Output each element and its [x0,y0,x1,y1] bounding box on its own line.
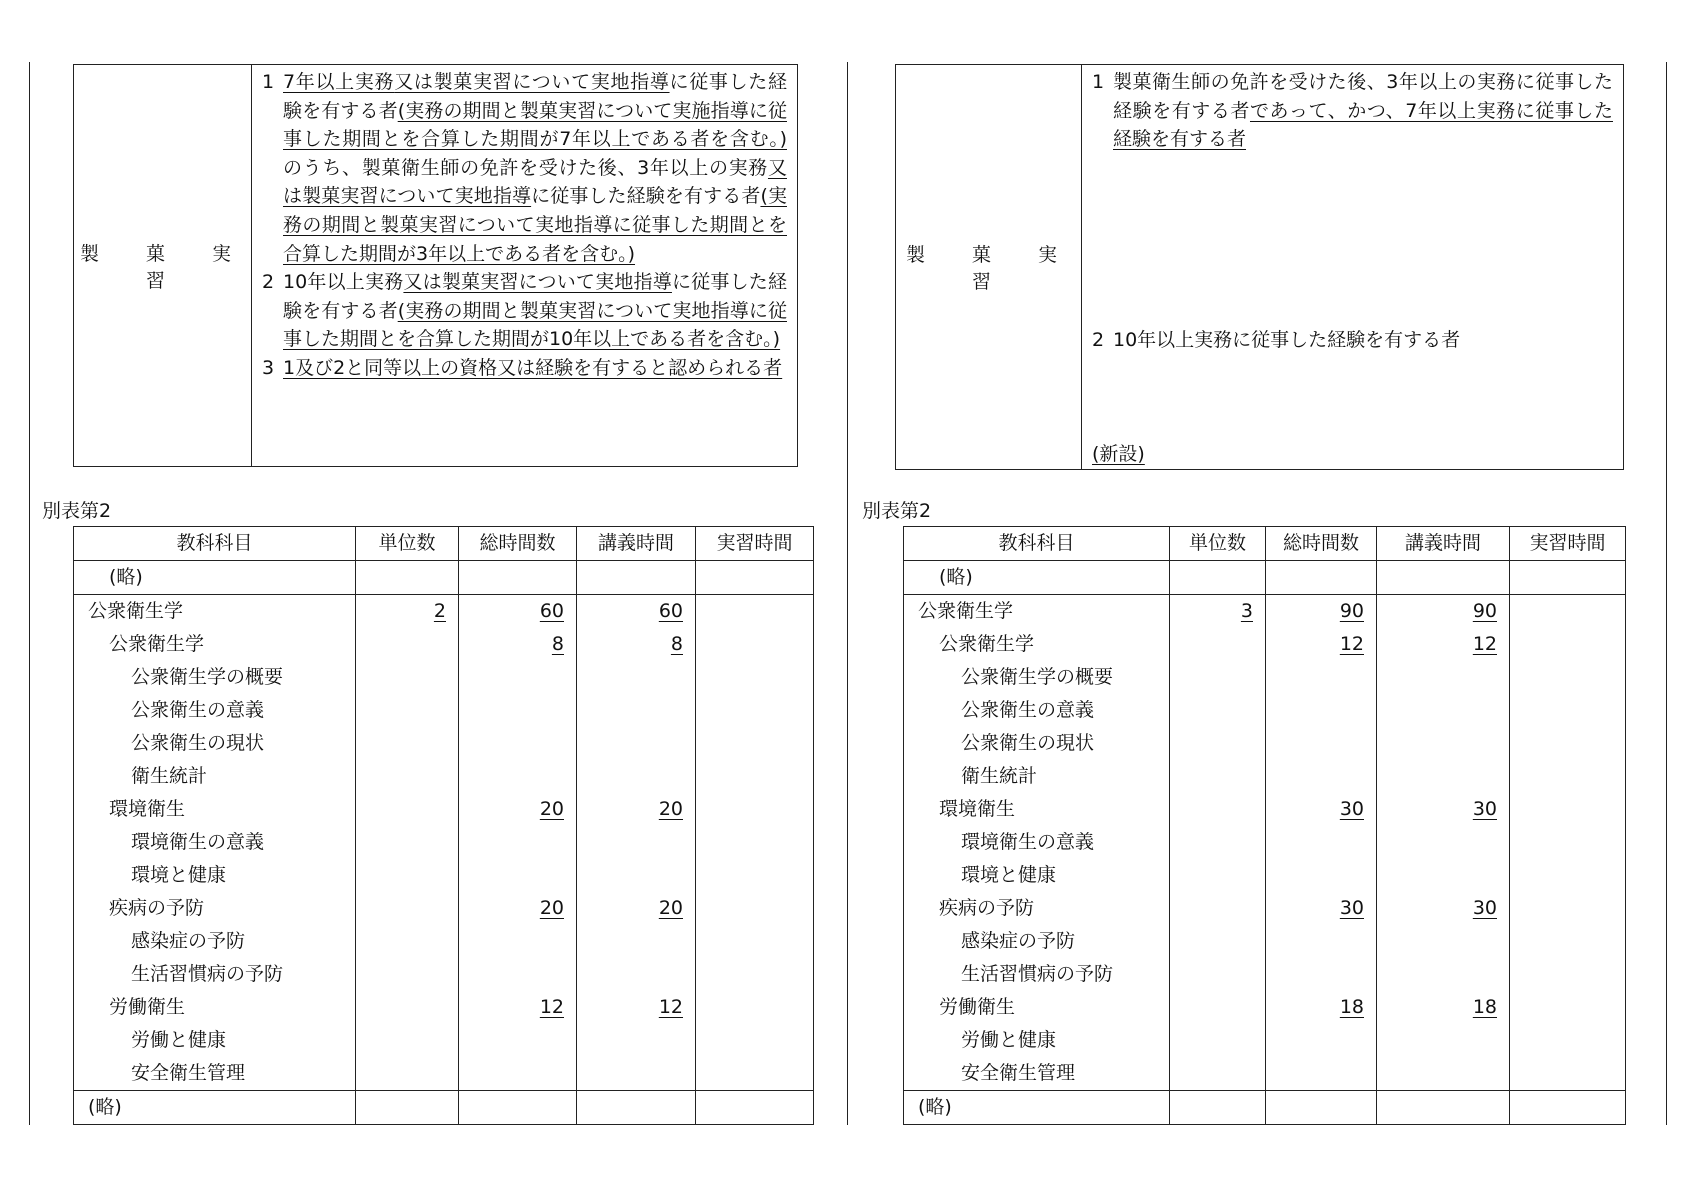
table-row [74,958,814,991]
lecture-cell [1377,1091,1510,1125]
subject-name: 環境衛生の意義 [904,826,1170,859]
right-margin-line [1666,62,1667,1125]
column-header: 総時間数 [1266,527,1377,561]
practice-cell [696,561,814,595]
practice-cell [696,661,814,694]
table-row [904,1024,1626,1057]
subject-name: 労働と健康 [74,1024,356,1057]
practice-cell [1510,892,1626,925]
lecture-cell: 30 [1377,892,1510,925]
qualification-items [252,65,797,383]
subject-name: 労働と健康 [904,1024,1170,1057]
units-cell [356,561,459,595]
table-row [74,925,814,958]
subject-name: 安全衛生管理 [74,1057,356,1091]
table-row [904,694,1626,727]
subject-name: 公衆衛生学 [904,595,1170,629]
item-number: 2 [262,271,275,294]
units-cell [356,727,459,760]
units-cell [356,1057,459,1091]
total-cell [1266,1091,1377,1125]
units-cell [1170,727,1266,760]
lecture-cell [577,694,696,727]
total-cell [1266,859,1377,892]
practice-cell [1510,991,1626,1024]
practice-cell [1510,628,1626,661]
lecture-cell [577,859,696,892]
subject-name: 公衆衛生学 [74,628,356,661]
item-text-underlined: (実務の期間と製菓実習について実施指導に従事した期間とを合算した期間が7年以上である者を含む。) [283,99,787,151]
left-table-title: 別表第2 [42,500,112,522]
total-cell [459,727,577,760]
units-cell [1170,661,1266,694]
units-cell [1170,826,1266,859]
table-row [904,859,1626,892]
new-note-line [1092,440,1613,469]
total-cell [1266,561,1377,595]
item-number: 3 [262,356,275,379]
item-text-plain: 製菓衛生師の免許を受けた後、3年以上の実務 [361,156,768,179]
total-cell: 18 [1266,991,1377,1024]
practice-cell [696,595,814,629]
units-cell [1170,1024,1266,1057]
practice-cell [696,925,814,958]
lecture-cell [1377,925,1510,958]
units-cell [1170,760,1266,793]
item-text-underlined: (実務の期間と製菓実習について実地指導に従事した期間とを合算した期間が10年以上である者を含む。) [283,299,787,351]
total-cell [1266,1024,1377,1057]
item-text-plain: に従事した経験を有する者 [283,271,787,322]
total-cell [459,958,577,991]
practice-cell [1510,727,1626,760]
table-row [904,826,1626,859]
units-cell [356,694,459,727]
practice-cell [696,859,814,892]
lecture-cell [577,1057,696,1091]
subject-name: 環境衛生の意義 [74,826,356,859]
units-cell [356,1091,459,1125]
units-cell [356,859,459,892]
subject-name: 疾病の予防 [904,892,1170,925]
lecture-cell [1377,826,1510,859]
units-cell [1170,925,1266,958]
units-cell [356,628,459,661]
table-row [904,925,1626,958]
table-row [74,859,814,892]
lecture-cell [1377,727,1510,760]
units-cell [1170,694,1266,727]
lecture-cell: 12 [577,991,696,1024]
subject-name: 生活習慣病の予防 [74,958,356,991]
practice-cell [1510,1057,1626,1091]
lecture-cell [1377,859,1510,892]
table-row [904,793,1626,826]
total-cell [1266,1057,1377,1091]
item-text-underlined: 又は製菓実習について実地指導 [403,271,672,294]
practice-cell [696,694,814,727]
table-row [74,793,814,826]
practice-cell [696,727,814,760]
subject-name: 労働衛生 [74,991,356,1024]
subject-name: 公衆衛生の現状 [904,727,1170,760]
practice-cell [1510,859,1626,892]
qualification-item [262,268,787,354]
item-number: 2 [1092,328,1105,351]
subject-name: 安全衛生管理 [904,1057,1170,1091]
item-text-underlined: 又は製菓実習について実地指導 [394,71,670,93]
practice-cell [696,892,814,925]
total-cell [459,760,577,793]
qualification-items-cell [1082,65,1624,470]
table-row [74,694,814,727]
column-header: 教科科目 [904,527,1170,561]
qualification-label: 製 菓 実 習 [896,65,1082,470]
lecture-cell: 60 [577,595,696,629]
units-cell [1170,892,1266,925]
practice-cell [1510,595,1626,629]
lecture-cell [577,925,696,958]
total-cell [1266,760,1377,793]
lecture-cell [577,1024,696,1057]
units-cell [356,826,459,859]
total-cell [1266,925,1377,958]
item-text-plain: 10年以上実務 [283,271,404,294]
item-number: 1 [262,71,275,93]
table-row [74,628,814,661]
total-cell: 12 [1266,628,1377,661]
subject-name: 疾病の予防 [74,892,356,925]
table-row [904,991,1626,1024]
item-text-underlined: (実務の期間と製菓実習について実地指導に従事した期間とを合算した期間が3年以上である者を含む。) [283,185,787,265]
practice-cell [1510,925,1626,958]
item-text-plain: に従事した経験を有する者 [283,71,787,122]
subject-name: 公衆衛生学 [904,628,1170,661]
subject-name: 公衆衛生の意義 [904,694,1170,727]
table-row [904,595,1626,629]
lecture-cell: 12 [1377,628,1510,661]
subject-name: 公衆衛生学の概要 [74,661,356,694]
practice-cell [696,1024,814,1057]
lecture-cell [1377,661,1510,694]
column-header: 教科科目 [74,527,356,561]
subject-name: 公衆衛生学の概要 [904,661,1170,694]
total-cell [1266,826,1377,859]
table-row [74,1091,814,1125]
table-row [74,826,814,859]
total-cell [459,826,577,859]
column-header: 講義時間 [577,527,696,561]
qualification-item [1092,326,1613,355]
qualification-item [262,68,787,268]
total-cell [459,925,577,958]
subject-name: 公衆衛生の現状 [74,727,356,760]
practice-cell [1510,826,1626,859]
item-text-underlined: 又は製菓実習について実地指導 [283,156,787,208]
table-row [904,628,1626,661]
total-cell [1266,958,1377,991]
subject-name: (略) [904,561,1170,595]
table-header-row [74,527,814,561]
units-cell [1170,561,1266,595]
total-cell: 20 [459,793,577,826]
lecture-cell [577,561,696,595]
subject-name: 環境衛生 [904,793,1170,826]
column-header: 実習時間 [1510,527,1626,561]
practice-cell [696,793,814,826]
item-text-underlined: 1及び2と同等以上の資格又は経験を有すると認められる者 [283,356,783,379]
table-row [904,727,1626,760]
item-text [1113,68,1613,154]
subject-name: 環境と健康 [74,859,356,892]
subject-name: 労働衛生 [904,991,1170,1024]
lecture-cell: 18 [1377,991,1510,1024]
table-row [74,760,814,793]
item-text [283,354,787,383]
table-row [904,760,1626,793]
total-cell: 60 [459,595,577,629]
total-cell [459,661,577,694]
total-cell: 90 [1266,595,1377,629]
table-header-row [904,527,1626,561]
table-row [74,727,814,760]
practice-cell [696,991,814,1024]
table-row [74,595,814,629]
practice-cell [696,958,814,991]
units-cell [356,661,459,694]
item-text-plain: に従事した経験を有する者 [531,185,761,208]
table-row [74,1057,814,1091]
subject-name: 環境衛生 [74,793,356,826]
total-cell [459,561,577,595]
table-row [74,661,814,694]
new-note: (新設) [1092,443,1145,466]
item-text-underlined: であって、かつ、7年以上実務に従事した経験を有する者 [1113,99,1613,151]
practice-cell [1510,958,1626,991]
table-row [74,561,814,595]
column-header: 実習時間 [696,527,814,561]
units-cell [356,991,459,1024]
lecture-cell [577,958,696,991]
center-divider-line [847,62,848,1125]
practice-cell [1510,793,1626,826]
column-header: 単位数 [356,527,459,561]
qualification-label: 製 菓 実 習 [74,65,252,467]
units-cell [356,892,459,925]
table-row [74,991,814,1024]
units-cell [356,958,459,991]
subject-name: 衛生統計 [904,760,1170,793]
subject-name: 感染症の予防 [904,925,1170,958]
left-margin-line [29,62,30,1125]
table-row [904,892,1626,925]
subject-name: 衛生統計 [74,760,356,793]
subject-name: 感染症の予防 [74,925,356,958]
total-cell: 30 [1266,892,1377,925]
lecture-cell [1377,561,1510,595]
right-table-title: 別表第2 [862,500,932,522]
spacer [1092,354,1613,440]
qualification-items-cell [252,65,798,467]
lecture-cell [1377,760,1510,793]
left-qualification-table [73,64,798,467]
total-cell [1266,694,1377,727]
total-cell [459,1091,577,1125]
units-cell [356,925,459,958]
units-cell [356,793,459,826]
table-row [74,892,814,925]
subject-name: (略) [74,1091,356,1125]
column-header: 総時間数 [459,527,577,561]
qualification-item [1092,68,1613,154]
practice-cell [696,628,814,661]
practice-cell [696,826,814,859]
lecture-cell: 8 [577,628,696,661]
table-row [904,1057,1626,1091]
practice-cell [696,1091,814,1125]
lecture-cell: 20 [577,793,696,826]
item-text: 10年以上実務に従事した経験を有する者 [1113,328,1461,351]
column-header: 単位数 [1170,527,1266,561]
total-cell: 20 [459,892,577,925]
lecture-cell [577,727,696,760]
table-row [904,661,1626,694]
lecture-cell [1377,1057,1510,1091]
units-cell [1170,1057,1266,1091]
table-row [904,561,1626,595]
item-text-plain: 製菓衛生師の免許を受けた後、3年以上の実務に従事した経験を有する者 [1113,71,1613,122]
practice-cell [1510,561,1626,595]
lecture-cell [1377,958,1510,991]
units-cell: 2 [356,595,459,629]
lecture-cell: 90 [1377,595,1510,629]
units-cell: 3 [1170,595,1266,629]
units-cell [1170,958,1266,991]
total-cell [459,859,577,892]
units-cell [1170,628,1266,661]
subject-name: 生活習慣病の予防 [904,958,1170,991]
lecture-cell [577,760,696,793]
units-cell [1170,1091,1266,1125]
total-cell: 30 [1266,793,1377,826]
practice-cell [696,1057,814,1091]
table-row [904,1091,1626,1125]
units-cell [1170,991,1266,1024]
practice-cell [1510,760,1626,793]
right-subjects-table [903,526,1626,1125]
column-header: 講義時間 [1377,527,1510,561]
lecture-cell [577,1091,696,1125]
subject-name: 公衆衛生学 [74,595,356,629]
total-cell: 12 [459,991,577,1024]
units-cell [356,1024,459,1057]
table-row [904,958,1626,991]
subject-name: (略) [904,1091,1170,1125]
total-cell [459,694,577,727]
practice-cell [1510,661,1626,694]
practice-cell [1510,694,1626,727]
subject-name: 環境と健康 [904,859,1170,892]
item-text [283,268,787,354]
item-text [283,68,787,268]
item-text-underlined: 7年以上実務 [283,71,395,93]
practice-cell [1510,1024,1626,1057]
qualification-item [262,354,787,383]
units-cell [1170,793,1266,826]
spacer [1092,154,1613,326]
item-number: 1 [1092,71,1105,93]
practice-cell [1510,1091,1626,1125]
left-subjects-table [73,526,814,1125]
qualification-items [1082,65,1623,469]
lecture-cell [1377,694,1510,727]
lecture-cell: 20 [577,892,696,925]
subject-name: 公衆衛生の意義 [74,694,356,727]
total-cell: 8 [459,628,577,661]
total-cell [1266,727,1377,760]
right-qualification-table [895,64,1624,470]
lecture-cell [1377,1024,1510,1057]
subject-name: (略) [74,561,356,595]
practice-cell [696,760,814,793]
total-cell [1266,661,1377,694]
lecture-cell [577,661,696,694]
total-cell [459,1024,577,1057]
units-cell [1170,859,1266,892]
lecture-cell: 30 [1377,793,1510,826]
lecture-cell [577,826,696,859]
item-text-plain: のうち、 [283,156,362,179]
units-cell [356,760,459,793]
total-cell [459,1057,577,1091]
table-row [74,1024,814,1057]
